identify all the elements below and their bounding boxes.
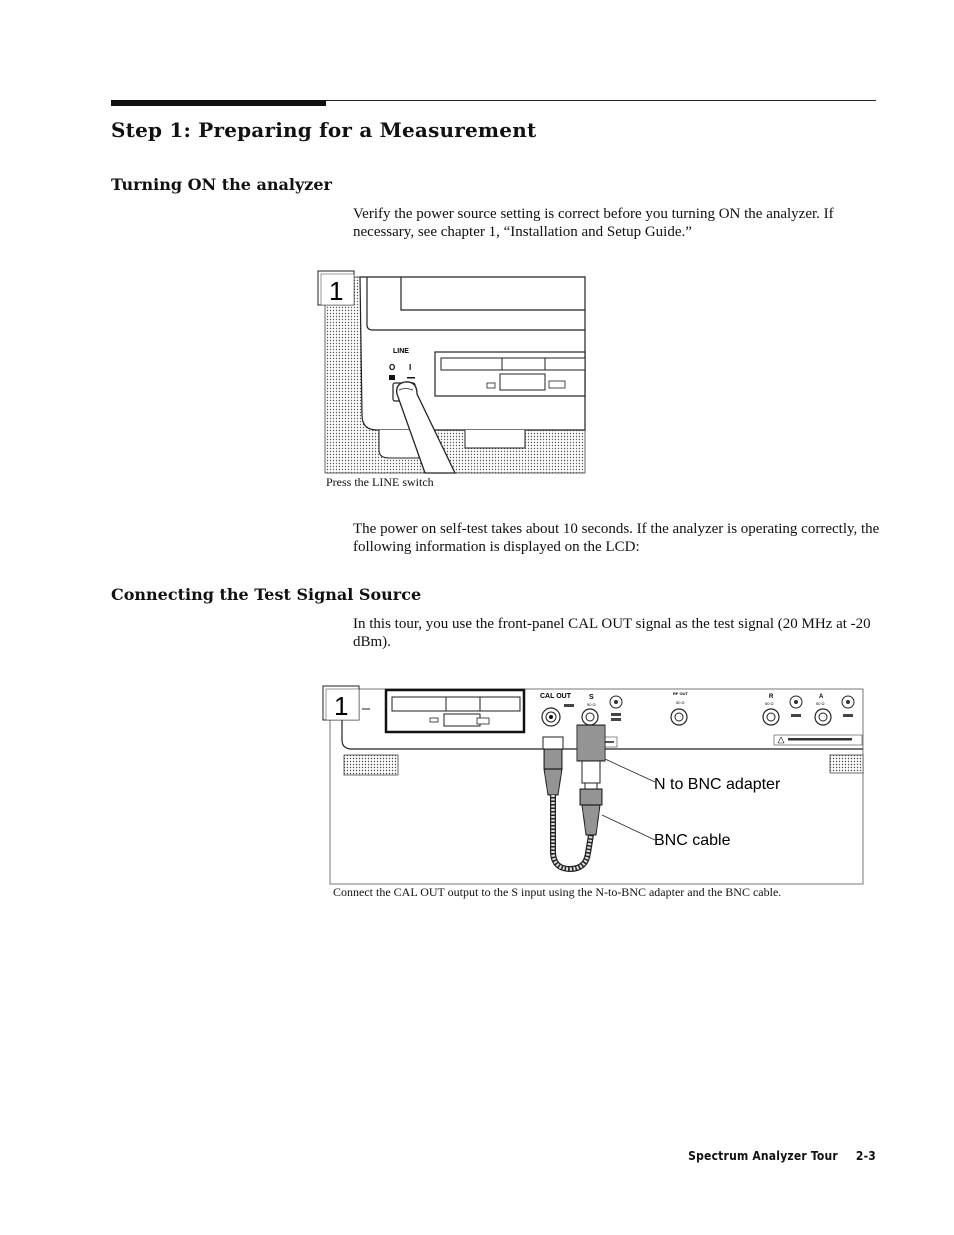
caption-line-switch: Press the LINE switch — [326, 475, 434, 489]
page-footer — [688, 1149, 876, 1163]
paragraph-test-signal: In this tour, you use the front-panel CAL OUT signal as the test signal (20 MHz at -20 dBm). — [353, 616, 871, 650]
cal-out-label: CAL OUT — [540, 693, 571, 700]
line-label: LINE — [393, 348, 409, 355]
r-port-sublabel: 50 Ω — [765, 701, 774, 706]
caption-connect-cable: Connect the CAL OUT output to the S input using the N-to-BNC adapter and the BNC cable. — [333, 885, 782, 899]
s-port-sublabel: 50 Ω — [587, 702, 596, 707]
footer-page-number: 2-3 — [855, 1149, 876, 1163]
paragraph-self-test: The power on self-test takes about 10 seconds. If the analyzer is operating correctly, the following information is displayed on the LCD: — [353, 521, 880, 555]
footer-title: Spectrum Analyzer Tour — [688, 1149, 838, 1163]
label-bnc-cable: BNC cable — [654, 832, 731, 849]
on-symbol: I — [409, 363, 412, 372]
off-indicator-icon — [389, 375, 395, 380]
figure-line-switch — [317, 270, 589, 476]
s-port-label: S — [589, 694, 594, 701]
a-port-sublabel: 50 Ω — [816, 701, 825, 706]
step-number-badge: 1 — [329, 276, 344, 306]
top-rule-accent — [111, 100, 326, 106]
on-indicator-icon — [407, 377, 415, 379]
n-to-bnc-adapter — [577, 725, 605, 761]
rf-out-sublabel: 50 Ω — [676, 700, 685, 705]
rf-out-label: RF OUT — [673, 691, 688, 696]
section-title: Step 1: Preparing for a Measurement — [111, 118, 537, 142]
label-n-to-bnc-adapter: N to BNC adapter — [654, 776, 781, 793]
r-port-label: R — [769, 694, 774, 700]
heading-connecting: Connecting the Test Signal Source — [111, 585, 422, 604]
a-port-label: A — [819, 694, 824, 700]
heading-turning-on: Turning ON the analyzer — [111, 175, 332, 194]
step-number-badge-2: 1 — [334, 691, 349, 721]
figure-connect-cable — [322, 685, 866, 887]
off-symbol: O — [389, 363, 396, 372]
paragraph-verify-power: Verify the power source setting is correct before you turning ON the analyzer. If necessary, see chapter 1, “Installation and Setup Guide.” — [353, 206, 834, 240]
